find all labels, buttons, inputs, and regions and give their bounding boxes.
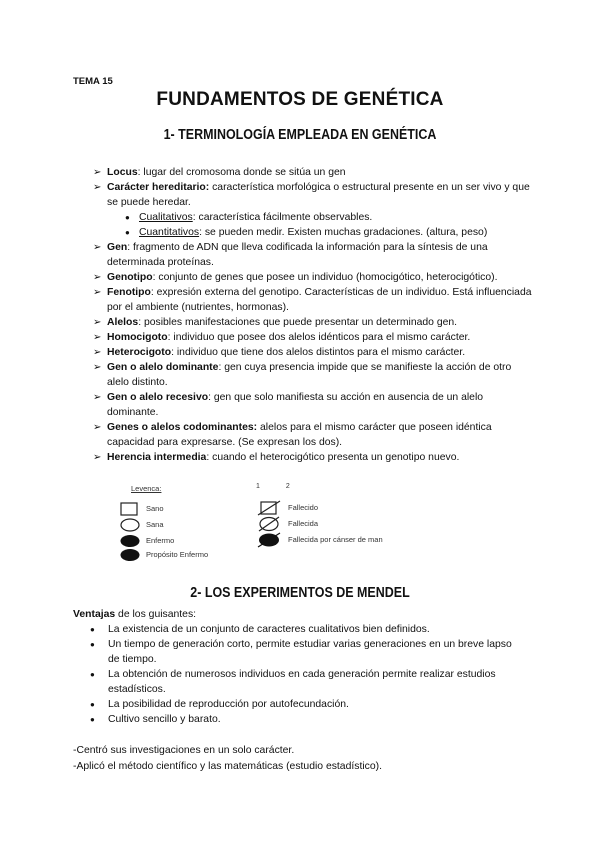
advantages-list	[90, 622, 520, 727]
legend-label: Enfermo	[146, 536, 175, 545]
legend-label: Fallecido	[288, 503, 319, 512]
ventajas-heading	[73, 607, 196, 622]
definition: : lugar del cromosoma donde se sitúa un gen	[137, 167, 346, 178]
list-item: ● Un tiempo de generación corto, permite estudiar varias generaciones en un breve lapso de tiempo.	[90, 637, 520, 667]
definition: : gen que solo manifiesta su acción en ausencia de un alelo dominante.	[107, 392, 484, 418]
term: Gen o alelo dominante	[107, 362, 219, 373]
filled-ellipse-arrow-icon	[120, 548, 140, 562]
legend-row	[256, 500, 318, 516]
term: Fenotipo	[107, 287, 151, 298]
term: Genotipo	[107, 272, 153, 283]
sub-list-item	[125, 210, 533, 225]
list-item	[93, 450, 533, 465]
sub-list-item	[125, 225, 533, 240]
square-outline-icon	[120, 502, 140, 516]
list-item: ● La posibilidad de reproducción por autofecundación.	[90, 697, 520, 712]
list-item	[93, 270, 533, 285]
sub-definition: : característica fácilmente observables.	[192, 212, 373, 223]
pedigree-legend	[110, 482, 440, 562]
sub-list	[107, 210, 533, 240]
square-crossed-icon	[256, 500, 282, 516]
definition: característica morfológica o estructural presente en un ser vivo y que se puede heredar.	[107, 182, 530, 208]
list-item	[93, 165, 533, 180]
legend-row	[120, 534, 174, 548]
legend-label: Fallecida por cánser de man	[288, 535, 383, 544]
definition: : individuo que posee dos alelos idénticos para el mismo carácter.	[167, 332, 471, 343]
definition: : conjunto de genes que posee un individuo (homocigótico, heterocigótico).	[152, 272, 498, 283]
term: Heterocigoto	[107, 347, 172, 358]
topic-label: TEMA 15	[73, 76, 113, 87]
circle-outline-icon	[120, 518, 140, 532]
section-2-title: 2- LOS EXPERIMENTOS DE MENDEL	[190, 585, 410, 601]
note-line: -Aplicó el método científico y las matemáticas (estudio estadístico).	[73, 761, 382, 772]
definition: : cuando el heterocigótico presenta un genotipo nuevo.	[206, 452, 460, 463]
filled-circle-crossed-icon	[256, 532, 282, 548]
circle-crossed-icon	[256, 516, 282, 532]
legend-numbers: 1 2	[256, 483, 302, 490]
list-item: ● La existencia de un conjunto de caracteres cualitativos bien definidos.	[90, 622, 520, 637]
definition: : individuo que tiene dos alelos distintos para el mismo carácter.	[171, 347, 466, 358]
term: Carácter hereditario:	[107, 182, 210, 193]
list-item	[93, 240, 533, 270]
sub-term: Cuantitativos	[139, 227, 200, 238]
list-item	[93, 180, 533, 240]
legend-label: Propósito Enfermo	[146, 550, 209, 559]
note-line: -Centró sus investigaciones en un solo carácter.	[73, 745, 295, 756]
definition: : expresión externa del genotipo. Características de un individuo. Está influenciada por el ambiente (nutrientes, hormonas).	[107, 287, 532, 313]
list-item: ● Cultivo sencillo y barato.	[90, 712, 520, 727]
list-item	[93, 330, 533, 345]
term: Gen	[107, 242, 128, 253]
legend-label: Sano	[146, 504, 164, 513]
list-item	[93, 345, 533, 360]
list-item	[93, 285, 533, 315]
section-1-title: 1- TERMINOLOGÍA EMPLEADA EN GENÉTICA	[163, 127, 437, 143]
legend-title: Levenca:	[131, 484, 162, 493]
definition: : fragmento de ADN que lleva codificada la información para la síntesis de una determinada proteínas.	[107, 242, 488, 268]
sub-term: Cualitativos	[139, 212, 193, 223]
term: Genes o alelos codominantes:	[107, 422, 258, 433]
legend-label: Sana	[146, 520, 164, 529]
definition: alelos para el mismo carácter que poseen idéntica capacidad para expresarse. (Se expresan los dos).	[107, 422, 492, 448]
legend-row	[256, 532, 383, 548]
definition: : posibles manifestaciones que puede presentar un determinado gen.	[138, 317, 458, 328]
sub-definition: : se pueden medir. Existen muchas gradaciones. (altura, peso)	[199, 227, 488, 238]
legend-row	[256, 516, 318, 532]
legend-row	[120, 518, 164, 532]
list-item: ● La obtención de numerosos individuos en cada generación permite realizar estudios estadísticos.	[90, 667, 520, 697]
filled-ellipse-icon	[120, 534, 140, 548]
ventajas-rest: de los guisantes:	[115, 609, 197, 620]
legend-row	[120, 502, 164, 516]
list-item	[93, 390, 533, 420]
term: Locus	[107, 167, 138, 178]
list-item	[93, 360, 533, 390]
page-title: FUNDAMENTOS DE GENÉTICA	[156, 89, 444, 110]
term: Herencia intermedia	[107, 452, 207, 463]
list-item	[93, 315, 533, 330]
term: Alelos	[107, 317, 139, 328]
term: Gen o alelo recesivo	[107, 392, 209, 403]
term: Homocigoto	[107, 332, 168, 343]
legend-row	[120, 548, 208, 562]
ventajas-bold: Ventajas	[73, 609, 116, 620]
legend-label: Fallecida	[288, 519, 319, 528]
definition: : gen cuya presencia impide que se manifieste la acción de otro alelo distinto.	[107, 362, 512, 388]
list-item	[93, 420, 533, 450]
terminology-list	[93, 165, 533, 465]
